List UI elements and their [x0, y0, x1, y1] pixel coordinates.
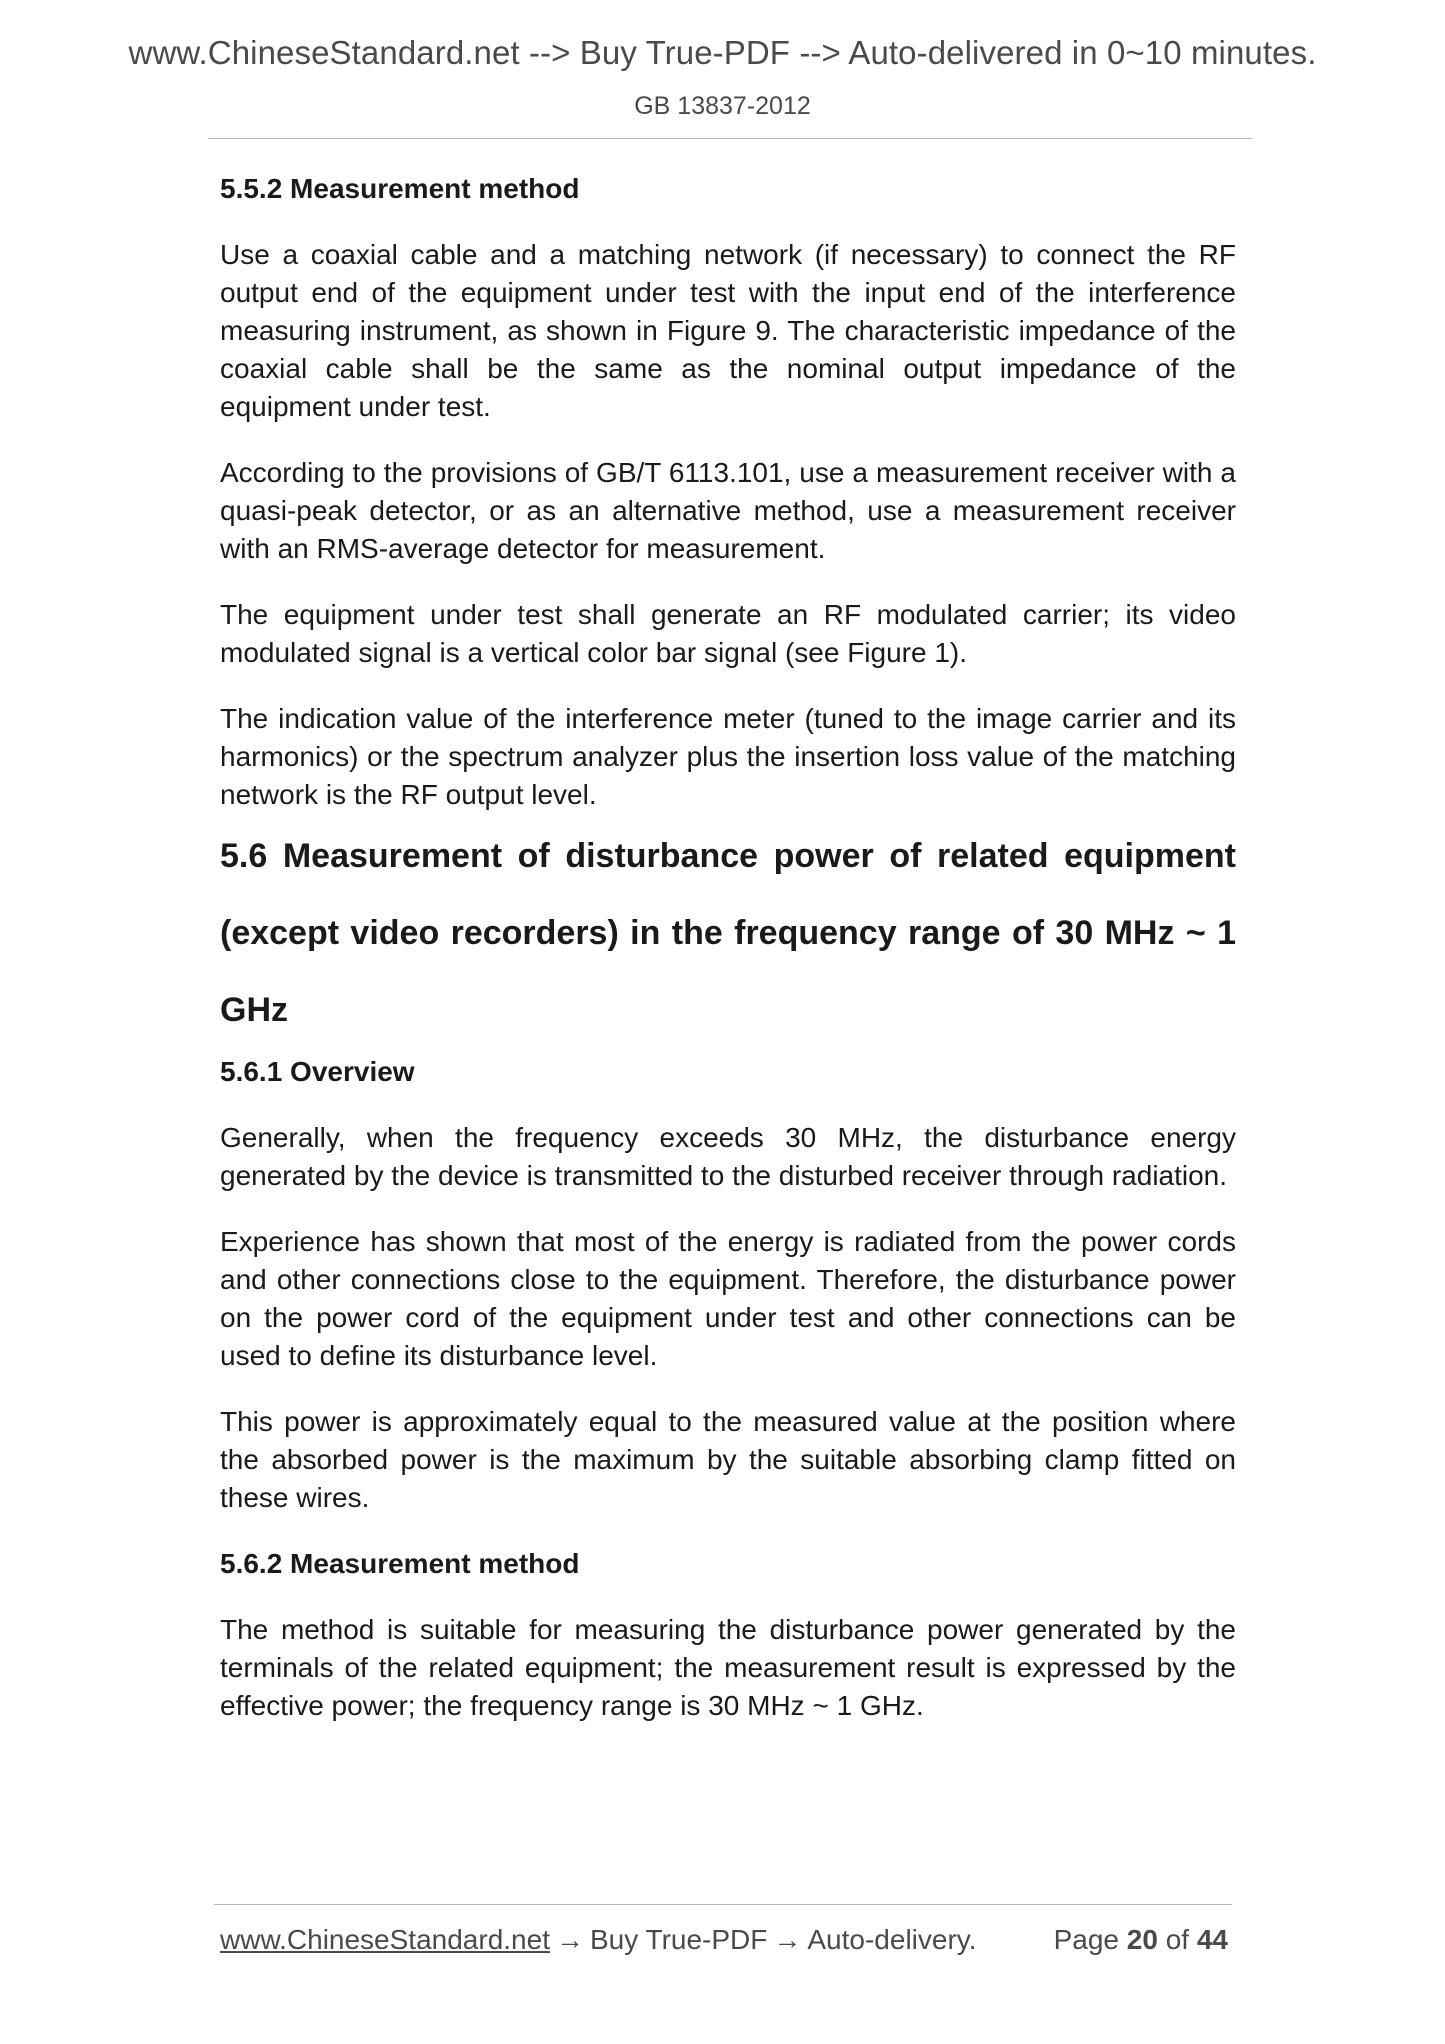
paragraph-5-5-2-1: Use a coaxial cable and a matching network (if necessary) to connect the RF output end of the equipment under test with the input end of the interference measuring instrument, as shown in Figure 9. The characteristic impedance of the coaxial cable shall be the same as the nominal output impedance of the equipment under test.	[220, 239, 1236, 422]
current-page: 20	[1126, 1924, 1158, 1955]
paragraph-5-5-2-4: The indication value of the interference meter (tuned to the image carrier and its harmonics) or the spectrum analyzer plus the insertion loss value of the matching network is the RF output level.	[220, 703, 1236, 810]
heading-5-6: 5.6 Measurement of disturbance power of related equipment (except video recorders) in the frequency range of 30 MHz ~ 1 GHz	[220, 837, 1236, 1029]
paragraph-5-6-1-2: Experience has shown that most of the energy is radiated from the power cords and other connections close to the equipment. Therefore, the disturbance power on the power cord of the equipment under test and other connections can be used to define its disturbance level.	[220, 1226, 1236, 1371]
page-number	[1054, 1924, 1228, 1956]
document-code: GB 13837-2012	[634, 92, 811, 120]
heading-5-5-2: 5.5.2 Measurement method	[220, 173, 580, 204]
footer-delivery-text: Auto-delivery.	[807, 1924, 977, 1955]
top-banner: www.ChineseStandard.net --> Buy True-PDF --> Auto-delivered in 0~10 minutes.	[128, 34, 1317, 71]
page-label: Page	[1053, 1924, 1119, 1955]
footer-buy-text: Buy True-PDF	[589, 1924, 768, 1955]
of-label: of	[1165, 1924, 1190, 1955]
paragraph-5-6-2-1: The method is suitable for measuring the disturbance power generated by the terminals of the related equipment; the measurement result is expressed by the effective power; the frequency range is 30 MHz ~ 1 GHz.	[220, 1614, 1236, 1721]
footer-divider	[214, 1904, 1232, 1905]
total-pages: 44	[1196, 1924, 1228, 1955]
right-arrow-icon: →	[773, 1924, 802, 1955]
heading-5-6-2: 5.6.2 Measurement method	[220, 1548, 580, 1579]
paragraph-5-5-2-3: The equipment under test shall generate an RF modulated carrier; its video modulated signal is a vertical color bar signal (see Figure 1).	[220, 599, 1236, 668]
paragraph-5-6-1-1: Generally, when the frequency exceeds 30 MHz, the disturbance energy generated by the device is transmitted to the disturbed receiver through radiation.	[220, 1122, 1236, 1191]
paragraph-5-5-2-2: According to the provisions of GB/T 6113.101, use a measurement receiver with a quasi-peak detector, or as an alternative method, use a measurement receiver with an RMS-average detector for measurement.	[220, 457, 1236, 564]
footer-promo	[220, 1924, 976, 1956]
heading-5-6-1: 5.6.1 Overview	[220, 1056, 415, 1087]
page-content	[220, 170, 1236, 1725]
header-divider	[208, 138, 1253, 139]
footer-website-link[interactable]: www.ChineseStandard.net	[220, 1924, 550, 1955]
paragraph-5-6-1-3: This power is approximately equal to the measured value at the position where the absorbed power is the maximum by the suitable absorbing clamp fitted on these wires.	[220, 1406, 1236, 1513]
right-arrow-icon: →	[555, 1924, 584, 1955]
